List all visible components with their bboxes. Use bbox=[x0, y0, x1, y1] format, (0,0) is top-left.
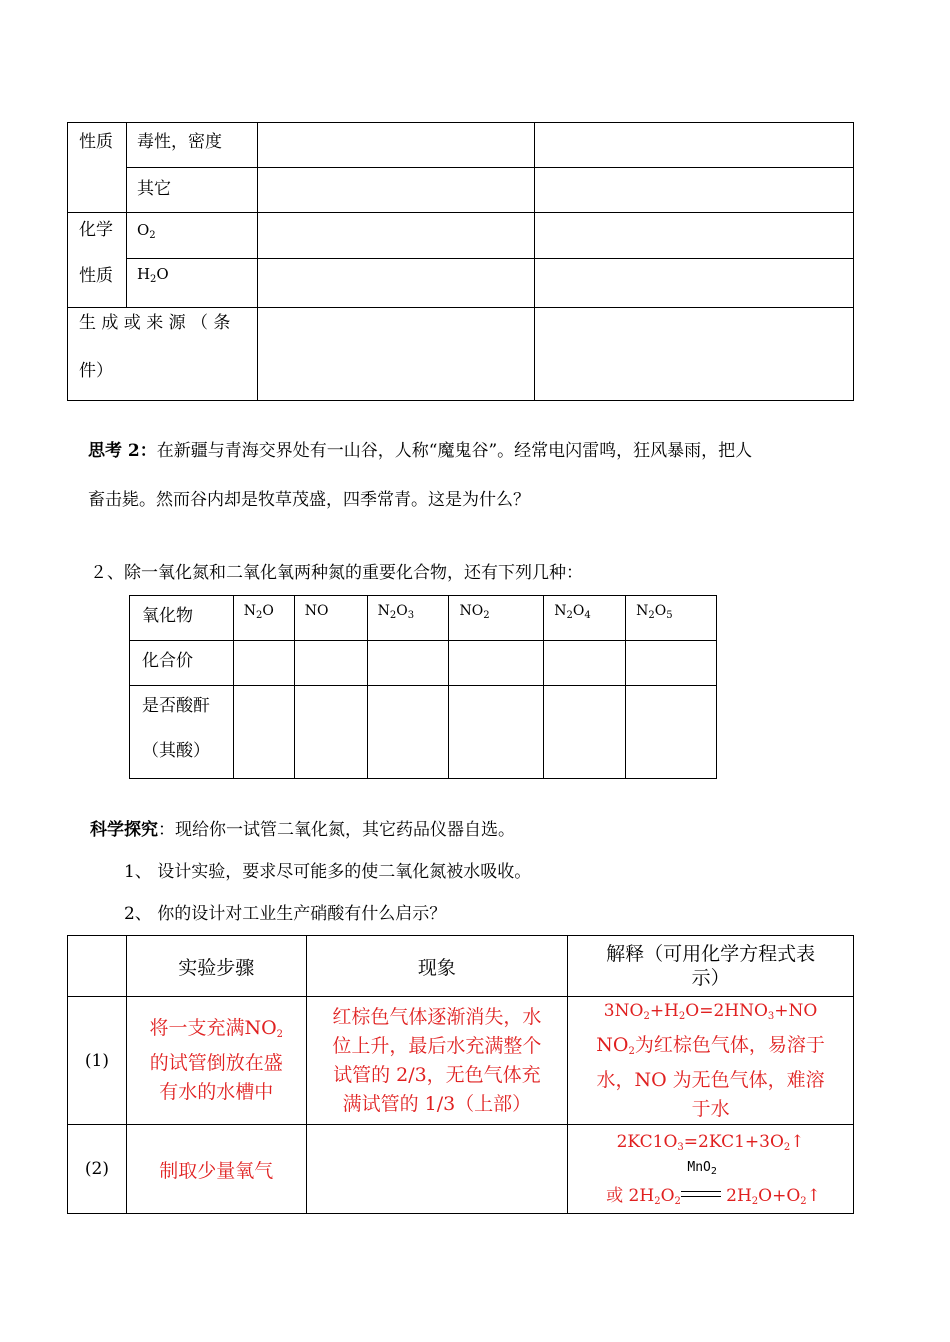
physical-property-label-cell bbox=[68, 123, 127, 213]
equation-part: 2H bbox=[726, 1186, 752, 1206]
equation-left bbox=[606, 1183, 681, 1215]
subscript: 2 bbox=[783, 1142, 791, 1153]
compound-cell bbox=[449, 596, 544, 641]
subscript: 2 bbox=[276, 1029, 284, 1040]
header-step-label: 实验步骤 bbox=[178, 956, 255, 979]
toxicity-density-cell bbox=[126, 123, 257, 168]
blank-cell bbox=[294, 686, 367, 779]
acid-label: （其酸） bbox=[142, 741, 210, 761]
row2-step-label: 制取少量氧气 bbox=[159, 1159, 274, 1182]
equation-part: +NO bbox=[774, 1001, 818, 1021]
subscript: 2 bbox=[800, 1196, 807, 1207]
formula-part: NO bbox=[459, 603, 484, 619]
row1-step-line2: 的试管倒放在盛 bbox=[149, 1052, 283, 1074]
chemical-property-label-cell bbox=[68, 213, 127, 308]
equation-part: O+O bbox=[758, 1186, 801, 1206]
formula-part: N bbox=[377, 603, 390, 619]
source-cell bbox=[68, 308, 258, 401]
physical-property-label: 性质 bbox=[79, 132, 113, 152]
catalyst-text: MnO bbox=[687, 1160, 711, 1175]
blank-cell bbox=[535, 123, 854, 168]
compound-cell bbox=[367, 596, 449, 641]
section2-intro: ２、除一氧化氮和二氧化氧两种氮的重要化合物，还有下列几种： bbox=[90, 563, 583, 583]
subscript: 4 bbox=[584, 610, 591, 621]
blank-cell bbox=[306, 1125, 568, 1214]
formula-part: N bbox=[243, 603, 257, 619]
row1-phenomenon-line2: 位上升，最后水充满整个 bbox=[332, 1034, 542, 1057]
subscript: 2 bbox=[150, 274, 157, 285]
header-explain-line2: 示） bbox=[691, 967, 730, 989]
think2-paragraph bbox=[88, 436, 752, 461]
equation-part: 或 2H bbox=[606, 1186, 655, 1206]
properties-table bbox=[67, 122, 854, 401]
other-cell bbox=[126, 168, 257, 213]
subscript: 2 bbox=[256, 610, 263, 621]
equation-part: 2KC1O bbox=[616, 1132, 678, 1152]
catalyst-label bbox=[680, 1161, 724, 1179]
formula-part: O bbox=[654, 603, 667, 619]
equation-right bbox=[726, 1183, 821, 1215]
subscript: 2 bbox=[751, 1196, 759, 1207]
row1-number-label: (1) bbox=[84, 1050, 109, 1071]
formula-part: N bbox=[636, 603, 649, 619]
blank-cell bbox=[544, 686, 626, 779]
row1-explain-line4: 于水 bbox=[691, 1098, 730, 1120]
compound-cell bbox=[626, 596, 717, 641]
blank-cell bbox=[535, 168, 854, 213]
explain-part: NO bbox=[596, 1034, 629, 1056]
row1-phenomenon-line1: 红棕色气体逐渐消失，水 bbox=[332, 1005, 542, 1028]
subscript: 2 bbox=[674, 1196, 681, 1207]
compound-cell bbox=[294, 596, 367, 641]
explain-part: 为红棕色气体，易溶于 bbox=[634, 1034, 825, 1056]
anhydride-label-cell bbox=[130, 686, 234, 779]
oxide-label-cell bbox=[130, 596, 234, 641]
row1-phenomenon-line4: 满试管的 1/3（上部） bbox=[342, 1092, 532, 1115]
blank-cell bbox=[68, 936, 127, 997]
subscript: 2 bbox=[628, 1046, 635, 1057]
subscript: 2 bbox=[678, 1011, 686, 1022]
blank-cell bbox=[535, 259, 854, 308]
subscript: 3 bbox=[407, 610, 415, 621]
subscript: 3 bbox=[677, 1142, 684, 1153]
header-phenomenon bbox=[306, 936, 568, 997]
other-label: 其它 bbox=[136, 179, 171, 199]
blank-cell bbox=[449, 641, 544, 686]
toxicity-density-label: 毒性，密度 bbox=[136, 132, 222, 152]
blank-cell bbox=[626, 641, 717, 686]
h2o-cell bbox=[126, 259, 257, 308]
blank-cell bbox=[535, 213, 854, 259]
header-step bbox=[126, 936, 306, 997]
blank-cell bbox=[257, 123, 535, 168]
row1-number bbox=[68, 997, 127, 1125]
blank-cell bbox=[257, 308, 535, 401]
equals-sign bbox=[681, 1191, 721, 1197]
h2o-label-o: O bbox=[156, 265, 169, 283]
blank-cell bbox=[257, 259, 535, 308]
subscript: 3 bbox=[767, 1011, 775, 1022]
oxide-label: 氧化物 bbox=[142, 606, 193, 626]
row1-equation bbox=[568, 997, 853, 1031]
gas-arrow: ↑ bbox=[790, 1132, 805, 1152]
valence-label-cell bbox=[130, 641, 234, 686]
blank-cell bbox=[367, 686, 449, 779]
compound-cell bbox=[544, 596, 626, 641]
blank-cell bbox=[257, 213, 535, 259]
row2-step bbox=[126, 1125, 306, 1214]
blank-cell bbox=[294, 641, 367, 686]
think2-line1: 在新疆与青海交界处有一山谷，人称“魔鬼谷”。经常电闪雷鸣，狂风暴雨，把人 bbox=[156, 441, 753, 461]
blank-cell bbox=[233, 686, 294, 779]
blank-cell bbox=[626, 686, 717, 779]
oxides-table bbox=[129, 595, 717, 779]
equation-part: O=2HNO bbox=[685, 1001, 768, 1021]
gas-arrow: ↑ bbox=[806, 1186, 821, 1206]
subscript: 2 bbox=[149, 230, 156, 241]
row1-step-line3: 有水的水槽中 bbox=[159, 1081, 274, 1103]
subscript: 5 bbox=[666, 610, 673, 621]
subscript: 2 bbox=[654, 1196, 661, 1207]
formula-part: NO bbox=[304, 603, 329, 619]
blank-cell bbox=[544, 641, 626, 686]
compound-cell bbox=[233, 596, 294, 641]
row2-number bbox=[68, 1125, 127, 1214]
subscript: 2 bbox=[566, 610, 573, 621]
subscript: 2 bbox=[389, 610, 397, 621]
equation-part: +H bbox=[649, 1001, 679, 1021]
explore-item-1: 1、 设计实验，要求尽可能多的使二氧化氮被水吸收。 bbox=[124, 862, 532, 882]
blank-cell bbox=[367, 641, 449, 686]
think2-colon: ： bbox=[139, 441, 157, 461]
property-label: 性质 bbox=[79, 266, 113, 286]
chemical-label: 化学 bbox=[79, 220, 113, 240]
row1-step bbox=[126, 997, 306, 1125]
experiment-table bbox=[67, 935, 854, 1214]
formula-part: N bbox=[554, 603, 567, 619]
row1-phenomenon bbox=[306, 997, 568, 1125]
row1-explain-line3: 水，NO 为无色气体，难溶 bbox=[596, 1069, 825, 1091]
explore-paragraph bbox=[90, 815, 515, 840]
formula-part: O bbox=[262, 603, 274, 619]
subscript: 2 bbox=[648, 610, 655, 621]
blank-cell bbox=[233, 641, 294, 686]
source-label-line2: 件） bbox=[79, 361, 113, 381]
blank-cell bbox=[449, 686, 544, 779]
source-label-line1: 生 成 或 来 源 （ 条 bbox=[79, 313, 231, 333]
valence-label: 化合价 bbox=[142, 651, 193, 671]
explore-text: ：现给你一试管二氧化氮，其它药品仪器自选。 bbox=[158, 820, 515, 840]
header-explain-line1: 解释（可用化学方程式表 bbox=[606, 943, 816, 965]
subscript: 2 bbox=[710, 1166, 717, 1177]
explore-item-2: 2、 你的设计对工业生产硝酸有什么启示？ bbox=[124, 904, 447, 924]
row1-step-line1: 将一支充满NO bbox=[149, 1017, 277, 1039]
think2-line2: 畜击毙。然而谷内却是牧草茂盛，四季常青。这是为什么？ bbox=[88, 490, 530, 510]
blank-cell bbox=[535, 308, 854, 401]
formula-part: O bbox=[572, 603, 585, 619]
row1-phenomenon-line3: 试管的 2/3，无色气体充 bbox=[333, 1063, 541, 1086]
row2-equation2 bbox=[568, 1161, 853, 1209]
header-phenomenon-label: 现象 bbox=[417, 956, 456, 979]
formula-part: O bbox=[396, 603, 408, 619]
row2-number-label: (2) bbox=[84, 1159, 109, 1179]
row2-equation1 bbox=[568, 1129, 853, 1161]
o2-cell bbox=[126, 213, 257, 259]
think2-label: 思考 2 bbox=[88, 441, 140, 461]
o2-label: O bbox=[136, 221, 150, 239]
row2-explain bbox=[568, 1125, 854, 1214]
subscript: 2 bbox=[483, 610, 490, 621]
blank-cell bbox=[257, 168, 535, 213]
row1-explain bbox=[568, 997, 854, 1125]
h2o-label: H bbox=[136, 265, 151, 283]
header-explain bbox=[568, 936, 854, 997]
subscript: 2 bbox=[643, 1011, 650, 1022]
equation-part: =2KC1+3O bbox=[683, 1132, 784, 1152]
anhydride-label: 是否酸酐 bbox=[142, 696, 210, 716]
equation-part: O bbox=[660, 1186, 675, 1206]
explore-label: 科学探究 bbox=[90, 820, 158, 840]
equation-part: 3NO bbox=[603, 1001, 644, 1021]
